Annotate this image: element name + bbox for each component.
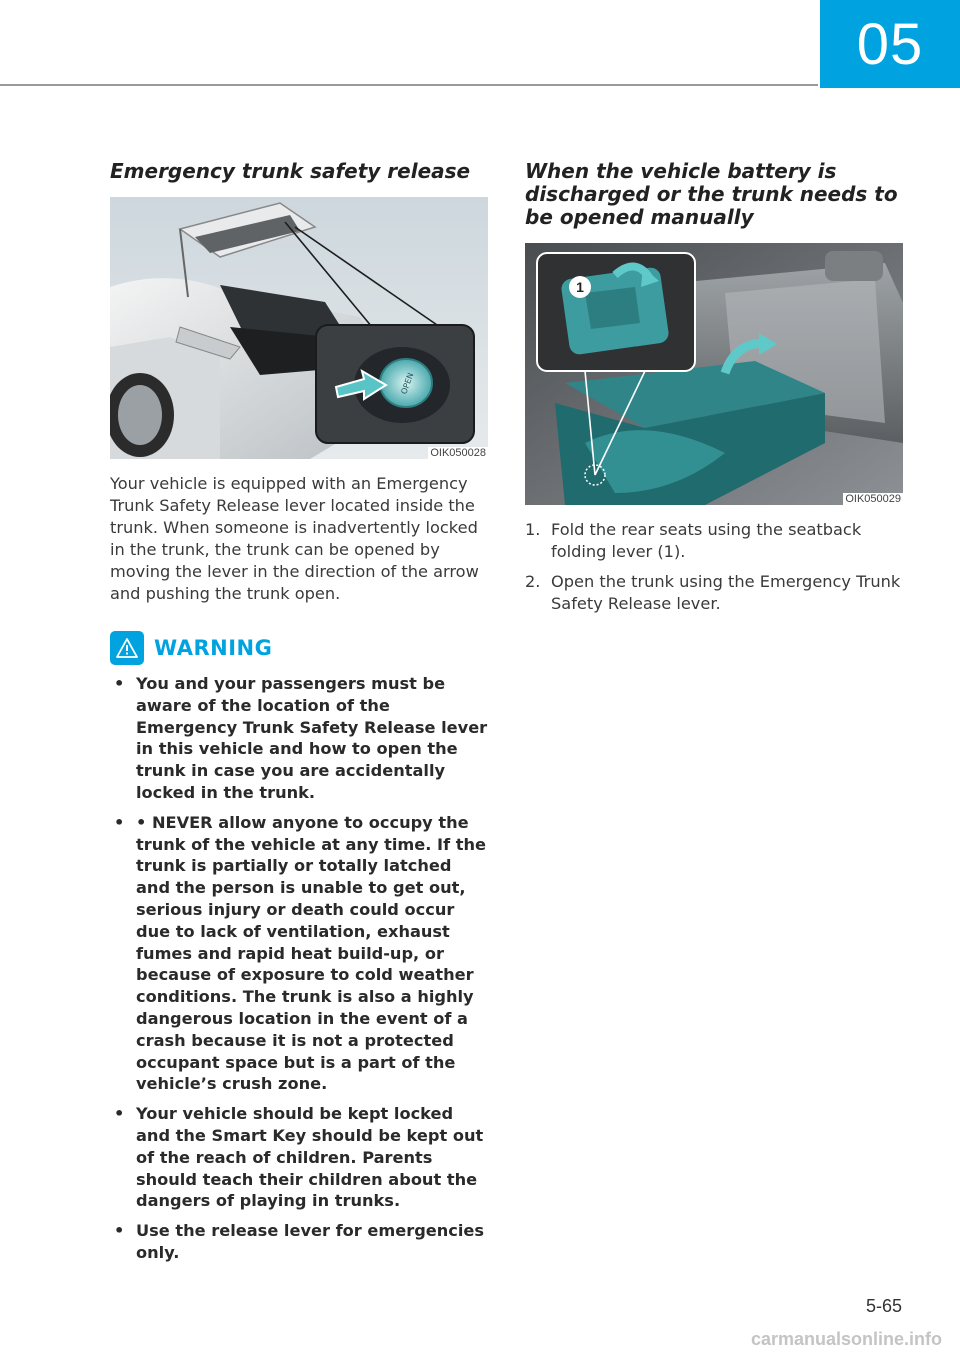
left-column <box>110 160 488 1272</box>
step-item: 1. Fold the rear seats using the seatback folding lever (1). <box>525 520 862 561</box>
warning-title: WARNING <box>154 636 273 660</box>
chapter-tab: 05 <box>820 0 960 88</box>
warning-item: • You and your passengers must be aware of the location of the Emergency Trunk Safety Release lever in this vehicle and how to open the trunk in case you are accidentally locked in the trunk. <box>114 674 488 802</box>
warning-item: • Your vehicle should be kept locked and the Smart Key should be kept out of the reach of children. Parents should teach their children about the dangers of playing in trunks. <box>114 1104 484 1211</box>
watermark: carmanualsonline.info <box>750 1329 942 1349</box>
warning-header <box>110 631 488 665</box>
trunk-release-figure <box>110 197 488 459</box>
seat-fold-figure <box>525 243 903 505</box>
right-column <box>525 160 903 623</box>
body-paragraph: Your vehicle is equipped with an Emergency Trunk Safety Release lever located inside the trunk. When someone is inadvertently locked in the trunk, the trunk can be opened by moving the lever in the direction of the arrow and pushing the trunk open. <box>110 474 479 603</box>
section-heading: Emergency trunk safety release <box>110 159 471 183</box>
seat-fold-illustration <box>525 243 903 505</box>
step-list <box>525 519 903 615</box>
warning-item: • • NEVER allow anyone to occupy the trunk of the vehicle at any time. If the trunk is partially or totally latched and the person is unable to get out, serious injury or death could occur due to lack of ventilation, exhaust fumes and rapid heat build-up, or because of exposure to cold weather conditions. The trunk is also a highly dangerous location in the event of a crash because it is not a protected occupant space but is a part of the vehicle’s crush zone. <box>114 812 486 1094</box>
warning-triangle-icon <box>115 637 139 659</box>
callout-number: 1 <box>576 279 584 295</box>
warning-list <box>110 673 488 1264</box>
figure-code: OIK050029 <box>845 493 901 505</box>
warning-badge <box>110 631 144 665</box>
figure-code: OIK050028 <box>430 447 486 459</box>
header-rule <box>0 84 818 86</box>
trunk-release-illustration <box>110 197 488 459</box>
section-heading: When the vehicle battery is discharged or the trunk needs to be opened manually <box>525 159 898 229</box>
step-item: 2. Open the trunk using the Emergency Trunk Safety Release lever. <box>525 572 901 613</box>
warning-item: • Use the release lever for emergencies only. <box>114 1221 485 1262</box>
page-number: 5-65 <box>865 1296 902 1316</box>
svg-text:OPEN: OPEN <box>399 371 416 396</box>
